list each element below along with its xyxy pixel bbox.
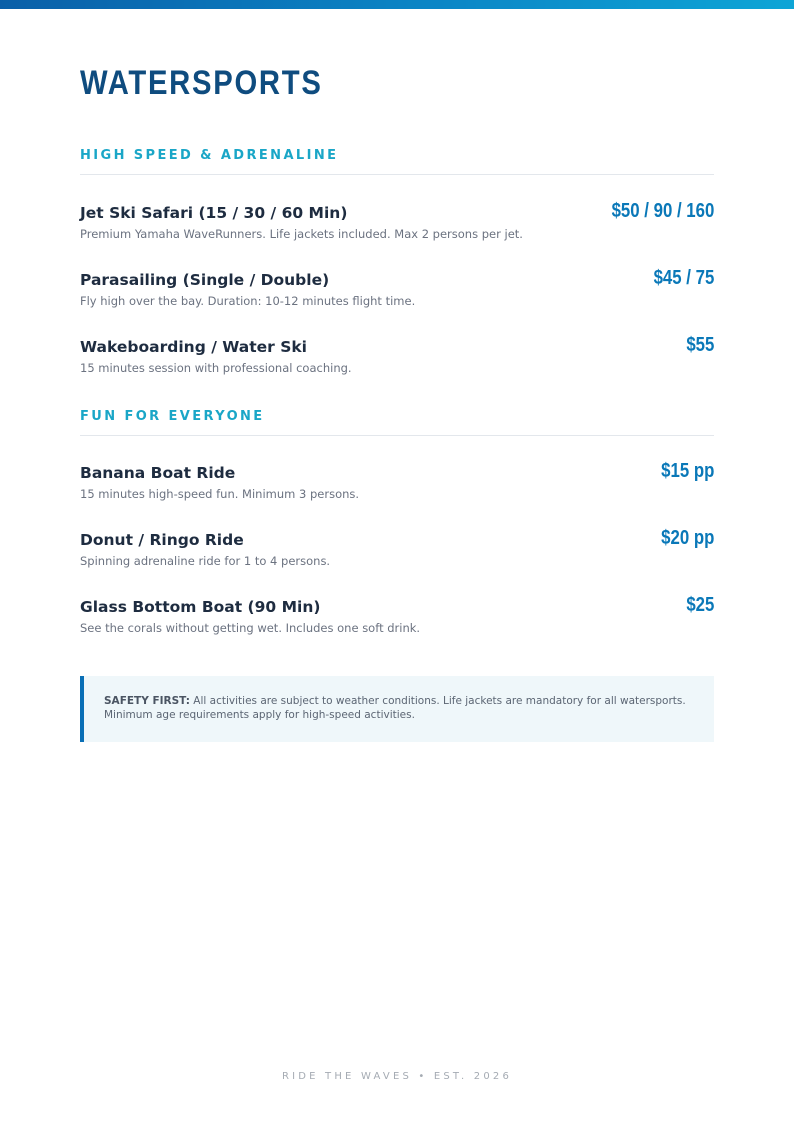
- item-description: 15 minutes session with professional coaching.: [80, 361, 352, 375]
- menu-item: [80, 594, 714, 664]
- item-description: See the corals without getting wet. Includes one soft drink.: [80, 621, 421, 635]
- item-name: Parasailing (Single / Double): [80, 271, 330, 289]
- item-price: $20 pp: [660, 527, 714, 549]
- menu-item: [80, 334, 714, 404]
- top-accent-bar: [0, 0, 794, 9]
- item-description: Fly high over the bay. Duration: 10-12 minutes flight time.: [80, 294, 416, 308]
- item-price: $25: [685, 594, 714, 616]
- footer-tagline: RIDE THE WAVES • EST. 2026: [281, 1071, 513, 1082]
- section-heading: FUN FOR EVERYONE: [80, 409, 265, 424]
- section-high-speed: [80, 146, 714, 404]
- menu-item: [80, 460, 714, 530]
- section-heading: HIGH SPEED & ADRENALINE: [80, 148, 339, 163]
- menu-item: [80, 200, 714, 270]
- item-name: Wakeboarding / Water Ski: [80, 338, 307, 356]
- menu-item: [80, 267, 714, 337]
- item-price: $50 / 90 / 160: [611, 200, 714, 222]
- safety-note-body: All activities are subject to weather conditions. Life jackets are mandatory for all watersports. Minimum age requirements apply for high-speed activities.: [104, 695, 686, 721]
- item-name: Jet Ski Safari (15 / 30 / 60 Min): [80, 204, 348, 222]
- safety-note-text: [104, 694, 694, 722]
- safety-note: [80, 676, 714, 742]
- item-price: $15 pp: [660, 460, 714, 482]
- item-description: Premium Yamaha WaveRunners. Life jackets included. Max 2 persons per jet.: [80, 227, 523, 241]
- section-fun-for-everyone: [80, 407, 714, 664]
- item-description: Spinning adrenaline ride for 1 to 4 persons.: [80, 554, 331, 568]
- item-name: Donut / Ringo Ride: [80, 531, 244, 549]
- page-title: WATERSPORTS: [80, 64, 323, 102]
- item-name: Banana Boat Ride: [80, 464, 236, 482]
- item-name: Glass Bottom Boat (90 Min): [80, 598, 321, 616]
- menu-item: [80, 527, 714, 597]
- item-description: 15 minutes high-speed fun. Minimum 3 persons.: [80, 487, 360, 501]
- item-price: $55: [685, 334, 714, 356]
- safety-note-label: SAFETY FIRST:: [104, 695, 190, 707]
- item-price: $45 / 75: [653, 267, 714, 289]
